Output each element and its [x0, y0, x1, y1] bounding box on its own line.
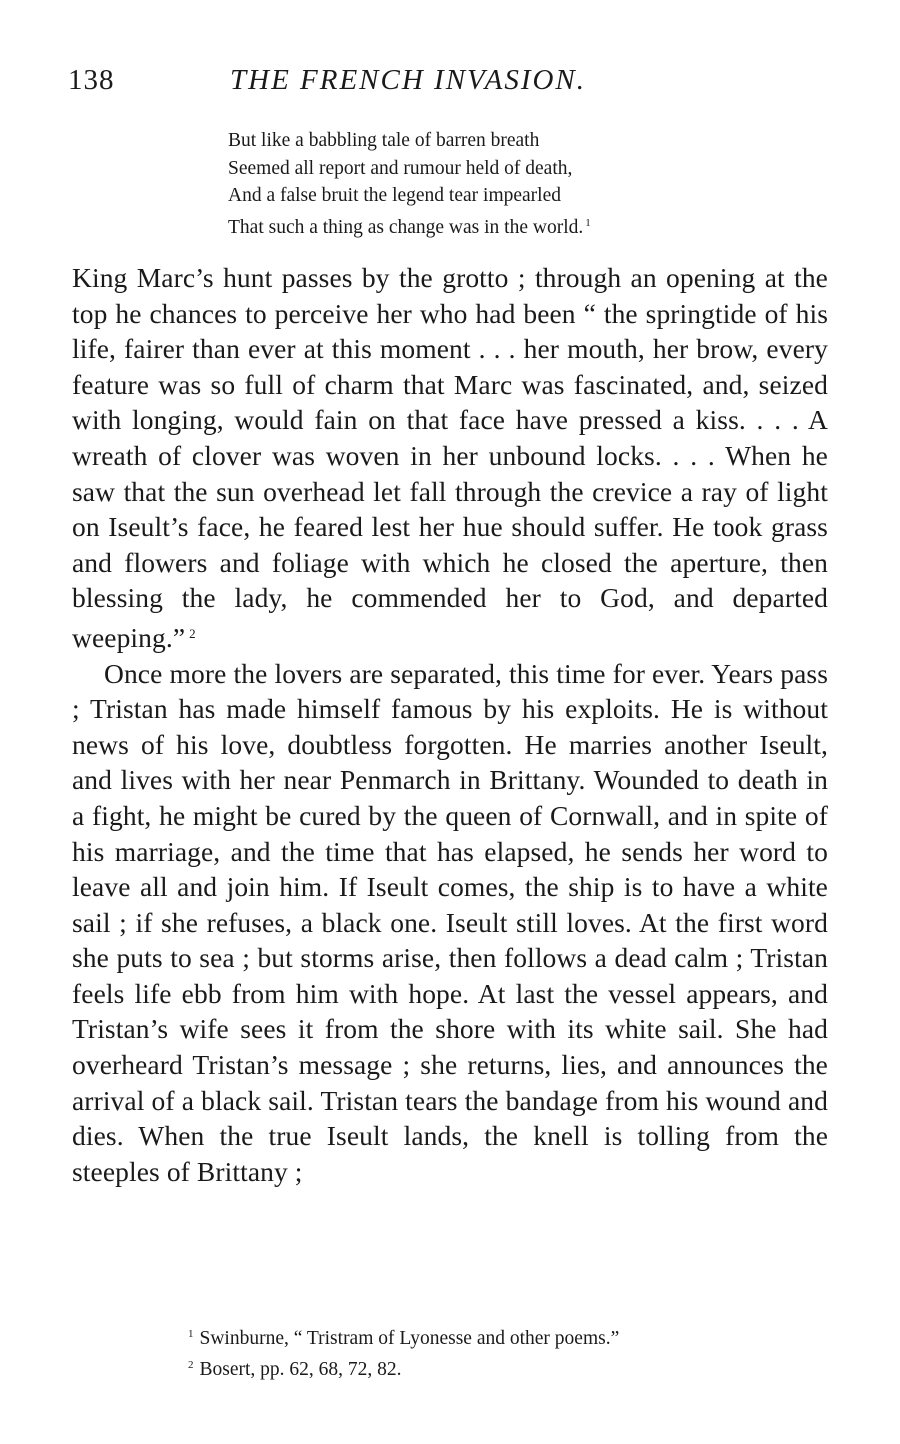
verse-line-text: That such a thing as change was in the world. — [228, 216, 584, 238]
verse-line — [228, 210, 748, 242]
verse-quotation — [228, 127, 748, 241]
paragraph-text: King Marc’s hunt passes by the grotto ; through an opening at the top he chances to perceive her who had been “ the springtide of his life, fairer than ever at this moment . . . her mouth, her brow, every feature was so full of charm that Marc was fascinated, and, seized with longing, would fain on that face have pressed a kiss. . . . A wreath of clover was woven in her unbound locks. . . . When he saw that the sun overhead let fall through the crevice a ray of light on Iseult’s face, he feared lest her hue should suffer. He took grass and flowers and foliage with which he closed the aperture, then blessing the lady, he commended her to God, and departed weeping.” — [72, 262, 828, 653]
paragraph — [72, 260, 828, 656]
footnotes — [188, 1321, 808, 1383]
footnote-number: 1 — [188, 1328, 194, 1340]
footnote-text: Swinburne, “ Tristram of Lyonesse and other poems.” — [199, 1328, 620, 1349]
running-title: THE FRENCH INVASION. — [230, 64, 587, 96]
paragraph — [72, 656, 828, 1190]
footnote-reference: 2 — [189, 625, 196, 641]
footnote-number: 2 — [188, 1359, 194, 1371]
verse-line: And a false bruit the legend tear impearled — [228, 185, 561, 206]
page-number: 138 — [68, 64, 115, 96]
footnote-text: Bosert, pp. 62, 68, 72, 82. — [199, 1359, 402, 1380]
footnote-reference: 1 — [585, 216, 591, 229]
body-text — [72, 260, 828, 1189]
page-header — [68, 64, 688, 104]
verse-line: Seemed all report and rumour held of death, — [228, 157, 573, 179]
footnote — [188, 1352, 808, 1383]
footnote — [188, 1321, 808, 1352]
paragraph-text: Once more the lovers are separated, this time for ever. Years pass ; Tristan has made himself famous by his exploits. He is without news of his love, doubtless forgotten. He marries another Iseult, and lives with her near Penmarch in Brittany. Wounded to death in a fight, he might be cured by the queen of Cornwall, and in spite of his marriage, and the time that has elapsed, he sends her word to leave all and join him. If Iseult comes, the ship is to have a white sail ; if she refuses, a black one. Iseult still loves. At the first word she puts to sea ; but storms arise, then follows a dead calm ; Tristan feels life ebb from him with hope. At last the vessel appears, and Tristan’s wife sees it from the shore with its white sail. She had overheard Tristan’s message ; she returns, lies, and announces the arrival of a black sail. Tristan tears the bandage from his wound and dies. When the true Iseult lands, the knell is tolling from the steeples of Brittany ; — [72, 657, 828, 1187]
verse-line: But like a babbling tale of barren breath — [228, 130, 540, 151]
